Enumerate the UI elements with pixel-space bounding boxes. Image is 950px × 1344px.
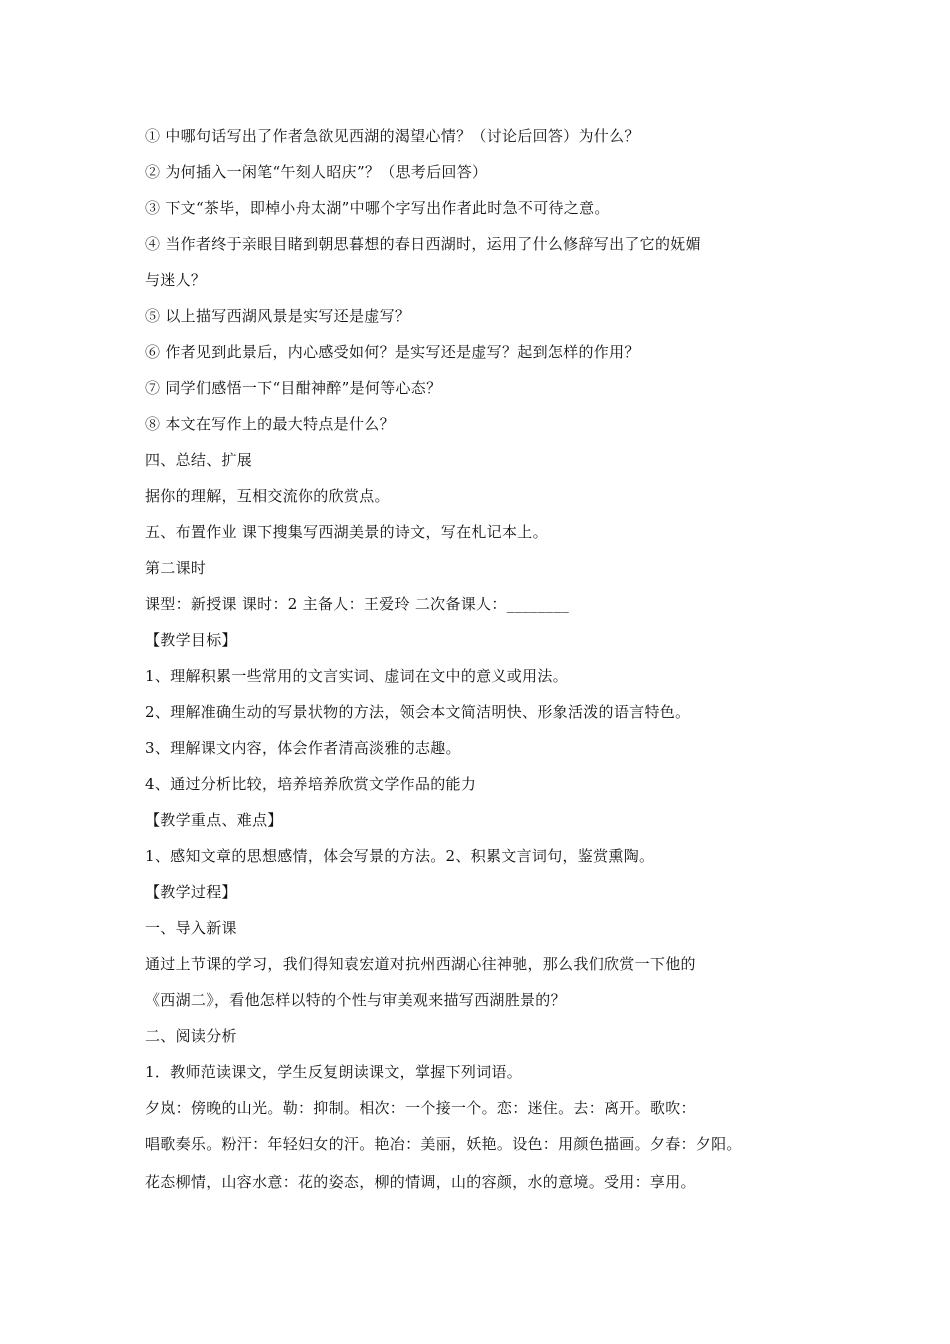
vocabulary-line-1: 夕岚：傍晚的山光。勒：抑制。相次：一个接一个。恋：迷住。去：离开。歌吹：	[145, 1099, 696, 1117]
reading-step-1: 1．教师范读课文，学生反复朗读课文，掌握下列词语。	[145, 1063, 523, 1081]
goal-item-1: 1、理解积累一些常用的文言实词、虚词在文中的意义或用法。	[145, 667, 568, 685]
intro-paragraph-line-1: 通过上节课的学习，我们得知袁宏道对抗州西湖心往神驰，那么我们欣赏一下他的	[145, 955, 696, 973]
question-6: ⑥ 作者见到此景后，内心感受如何？是实写还是虚写？起到怎样的作用？	[145, 343, 640, 361]
section-heading-intro: 一、导入新课	[145, 919, 237, 937]
section-heading-summary: 四、总结、扩展	[145, 451, 253, 469]
intro-paragraph-line-2: 《西湖二》，看他怎样以特的个性与审美观来描写西湖胜景的？	[145, 991, 566, 1009]
goal-item-3: 3、理解课文内容，体会作者清高淡雅的志趣。	[145, 739, 461, 757]
key-points-text: 1、感知文章的思想感情，体会写景的方法。2、积累文言词句，鉴赏熏陶。	[145, 847, 655, 865]
heading-teaching-goals: 【教学目标】	[145, 631, 237, 649]
goal-item-4: 4、通过分析比较，培养培养欣赏文学作品的能力	[145, 775, 477, 793]
question-2: ② 为何插入一闲笔“午刻人昭庆”？（思考后回答）	[145, 163, 488, 181]
section-heading-homework: 五、布置作业 课下搜集写西湖美景的诗文，写在札记本上。	[145, 523, 548, 541]
heading-teaching-process: 【教学过程】	[145, 883, 237, 901]
question-8: ⑧ 本文在写作上的最大特点是什么？	[145, 415, 395, 433]
section-heading-reading: 二、阅读分析	[145, 1027, 237, 1045]
vocabulary-line-3: 花态柳情，山容水意：花的姿态，柳的情调，山的容颜，水的意境。受用：享用。	[145, 1173, 696, 1191]
question-4-continued: 与迷人？	[145, 271, 207, 289]
question-7: ⑦ 同学们感悟一下“目酣神醉”是何等心态？	[145, 379, 442, 397]
question-5: ⑤ 以上描写西湖风景是实写还是虚写？	[145, 307, 411, 325]
question-4: ④ 当作者终于亲眼目睹到朝思暮想的春日西湖时，运用了什么修辞写出了它的妩媚	[145, 235, 701, 253]
paragraph-summary: 据你的理解，互相交流你的欣赏点。	[145, 487, 390, 505]
lesson-meta: 课型：新授课 课时：2 主备人：王爱玲 二次备课人：________	[145, 595, 570, 613]
question-1: ① 中哪句话写出了作者急欲见西湖的渴望心情？（讨论后回答）为什么？	[145, 127, 640, 145]
heading-key-points: 【教学重点、难点】	[145, 811, 283, 829]
lesson-title: 第二课时	[145, 559, 207, 577]
goal-item-2: 2、理解准确生动的写景状物的方法，领会本文简洁明快、形象活泼的语言特色。	[145, 703, 691, 721]
vocabulary-line-2: 唱歌奏乐。粉汗：年轻妇女的汗。艳冶：美丽，妖艳。设色：用颜色描画。夕春：夕阳。	[145, 1135, 742, 1153]
question-3: ③ 下文“茶毕，即棹小舟太湖”中哪个字写出作者此时急不可待之意。	[145, 199, 610, 217]
